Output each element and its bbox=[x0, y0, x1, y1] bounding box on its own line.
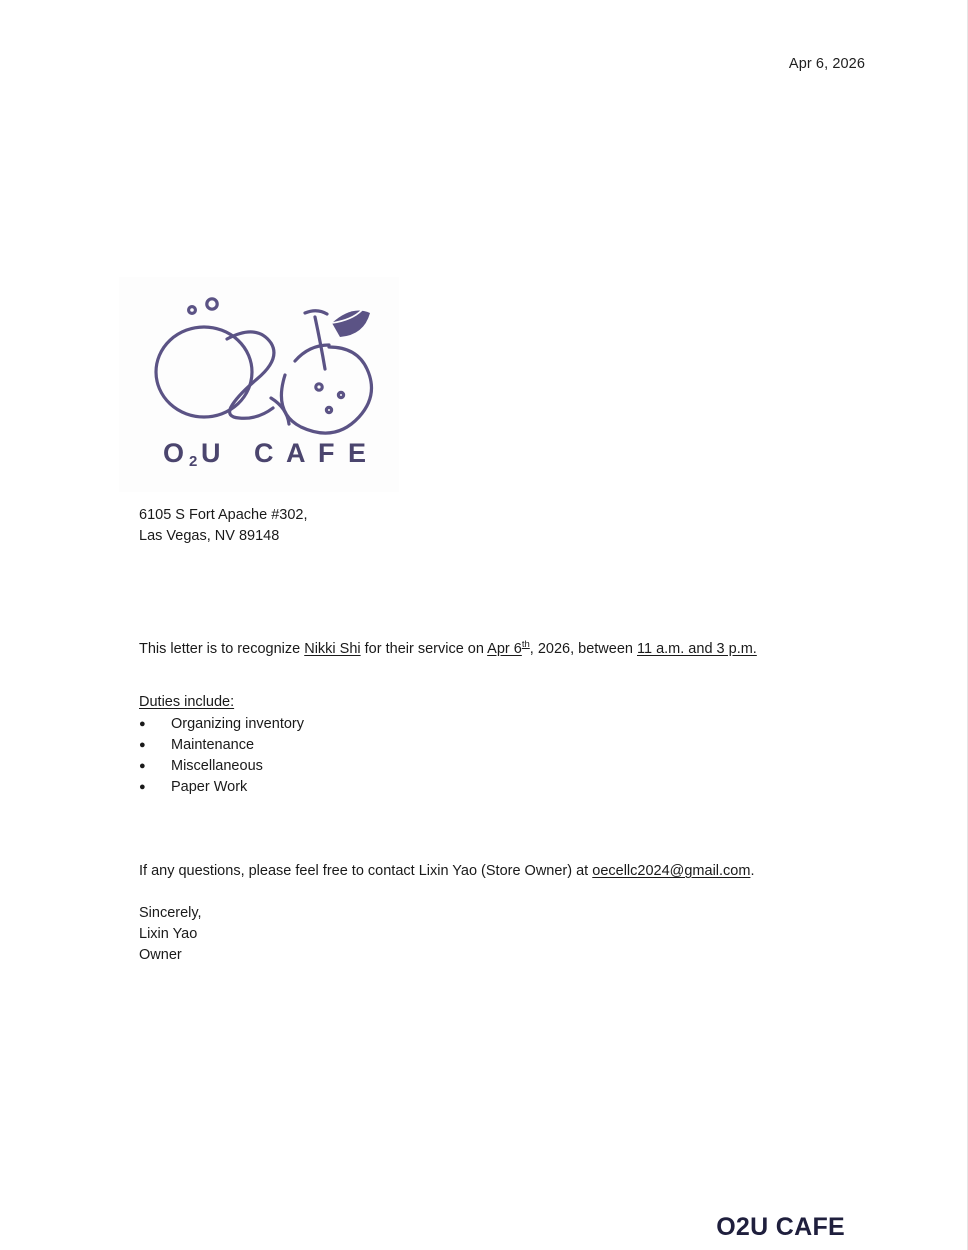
bullet-icon: ● bbox=[139, 718, 146, 730]
signoff-name: Lixin Yao bbox=[139, 926, 198, 942]
duty-label: Organizing inventory bbox=[171, 716, 304, 732]
duties-list bbox=[139, 714, 304, 798]
list-item bbox=[139, 777, 304, 798]
contact-trail: . bbox=[750, 863, 755, 879]
recognition-lead: This letter is to recognize bbox=[139, 640, 305, 657]
contact-email[interactable]: oecellc2024@gmail.com bbox=[592, 863, 751, 879]
logo-wordmark-cafe: C A F E bbox=[254, 438, 369, 468]
signoff-closing: Sincerely, bbox=[139, 905, 202, 921]
address-line-1: 6105 S Fort Apache #302, bbox=[139, 507, 308, 523]
letter-date: Apr 6, 2026 bbox=[788, 56, 865, 72]
contact-lead: If any questions, please feel free to contact Lixin Yao (Store Owner) at bbox=[139, 863, 593, 879]
recognized-person: Nikki Shi bbox=[304, 640, 361, 657]
recognition-mid: for their service on bbox=[360, 640, 488, 657]
list-item bbox=[139, 756, 304, 777]
duty-label: Paper Work bbox=[171, 779, 248, 795]
bullet-icon: ● bbox=[139, 739, 146, 751]
logo-wordmark-2: 2 bbox=[189, 453, 201, 470]
recognition-year: , 2026, between bbox=[529, 640, 637, 657]
o2u-cafe-logo bbox=[119, 277, 399, 492]
signoff-title: Owner bbox=[139, 947, 182, 963]
company-address bbox=[139, 505, 308, 547]
bullet-icon: ● bbox=[139, 781, 146, 793]
service-date: Apr 6 bbox=[487, 640, 522, 657]
logo-wordmark-o: O bbox=[163, 438, 188, 468]
service-time-range: 11 a.m. and 3 p.m. bbox=[637, 640, 757, 657]
recognition-paragraph bbox=[139, 634, 899, 660]
footer-brand: O2U CAFE bbox=[716, 1213, 845, 1241]
list-item bbox=[139, 735, 304, 756]
logo-wordmark-u: U bbox=[201, 438, 224, 468]
duty-label: Maintenance bbox=[171, 737, 255, 753]
address-line-2: Las Vegas, NV 89148 bbox=[139, 528, 280, 544]
duties-heading: Duties include: bbox=[139, 694, 235, 710]
list-item bbox=[139, 714, 304, 735]
bullet-icon: ● bbox=[139, 760, 146, 772]
duty-label: Miscellaneous bbox=[171, 758, 263, 774]
signoff-block bbox=[139, 903, 202, 966]
service-date-ordinal: th bbox=[521, 639, 530, 650]
contact-paragraph bbox=[139, 861, 899, 882]
